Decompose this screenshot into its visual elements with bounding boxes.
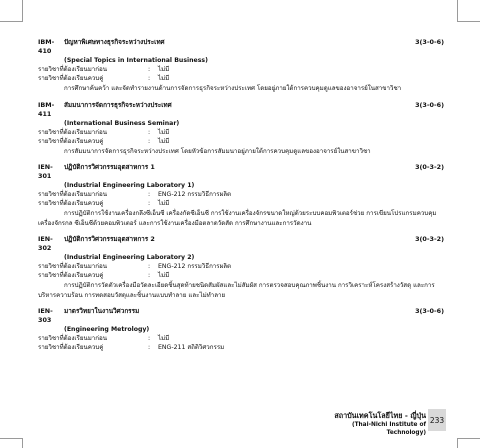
- corequisite-label: รายวิชาที่ต้องเรียนควบคู่: [38, 344, 104, 351]
- corequisite-value: ไม่มี: [158, 137, 170, 145]
- corequisite-value: ENG-211 สถิติวิศวกรรม: [158, 344, 225, 351]
- course-title-th: ปัญหาพิเศษทางธุรกิจระหว่างประเทศ: [64, 38, 165, 46]
- course-entry: [38, 101, 444, 157]
- prerequisite-line: [38, 334, 444, 343]
- course-header: [38, 163, 444, 181]
- corequisite-label: รายวิชาที่ต้องเรียนควบคู่: [38, 137, 104, 145]
- prerequisite-label: รายวิชาที่ต้องเรียนมาก่อน: [38, 263, 107, 270]
- corequisite-value: ไม่มี: [158, 272, 170, 279]
- course-title-en: (Engineering Metrology): [64, 326, 150, 333]
- course-title-th: ปฏิบัติการวิศวกรรมอุตสาหการ 2: [64, 235, 155, 243]
- course-credits: 3(0-3-2): [415, 235, 444, 243]
- corequisite-line: [38, 271, 444, 280]
- course-title-en: (International Business Seminar): [64, 119, 180, 127]
- course-credits: 3(3-0-6): [415, 100, 444, 109]
- colon: :: [148, 263, 151, 270]
- prerequisite-line: [38, 190, 444, 199]
- corequisite-line: [38, 343, 444, 352]
- prerequisite-label: รายวิชาที่ต้องเรียนมาก่อน: [38, 335, 107, 342]
- prerequisite-value: ไม่มี: [158, 128, 170, 136]
- course-title-en: (Industrial Engineering Laboratory 2): [64, 254, 195, 261]
- institution-name-th: สถาบันเทคโนโลยีไทย - ญี่ปุ่น: [334, 411, 426, 420]
- course-header: [38, 38, 444, 56]
- institution-footer: [318, 411, 426, 437]
- course-code: IEN-301: [38, 163, 53, 180]
- colon: :: [148, 200, 151, 207]
- course-entry: [38, 163, 444, 228]
- prerequisite-line: [38, 65, 444, 74]
- colon: :: [148, 75, 151, 82]
- prerequisite-value: ENG-212 กรรมวิธีการผลิต: [158, 263, 232, 270]
- course-entry: [38, 38, 444, 94]
- course-title-th: มาตรวิทยาในงานวิศวกรรม: [64, 307, 140, 315]
- crop-mark: [22, 0, 23, 22]
- corequisite-line: [38, 199, 444, 208]
- corequisite-value: ไม่มี: [158, 75, 170, 82]
- corequisite-line: [38, 74, 444, 83]
- corequisite-line: [38, 137, 444, 146]
- course-title-th: ปฏิบัติการวิศวกรรมอุตสาหการ 1: [64, 163, 155, 171]
- colon: :: [148, 191, 151, 198]
- course-listing: [38, 38, 444, 359]
- course-credits: 3(0-3-2): [415, 163, 444, 171]
- prerequisite-label: รายวิชาที่ต้องเรียนมาก่อน: [38, 66, 107, 73]
- institution-name-en: (Thai-Nichi Institute of Technology): [351, 422, 426, 436]
- course-description: การปฏิบัติการวัดตัวเครื่องมือวัดละเอียดชิ้นสุดท้ายชนิดสัมผัสและไม่สัมผัส การตรวจสอบคุณภาพชิ้นงาน การวิเคราะห์โครงสร้างวัสดุ และการบริหารความร้อน การทดสอบวัสดุและชิ้นงานแบบทำลาย และไม่ทำลาย: [38, 282, 435, 299]
- crop-mark: [458, 21, 480, 22]
- course-title-en: (Industrial Engineering Laboratory 1): [64, 182, 195, 189]
- crop-mark: [0, 21, 22, 22]
- crop-mark: [0, 438, 22, 439]
- course-header: [38, 307, 444, 325]
- corequisite-label: รายวิชาที่ต้องเรียนควบคู่: [38, 272, 104, 279]
- crop-mark: [22, 438, 23, 448]
- colon: :: [148, 272, 151, 279]
- prerequisite-label: รายวิชาที่ต้องเรียนมาก่อน: [38, 191, 107, 198]
- corequisite-label: รายวิชาที่ต้องเรียนควบคู่: [38, 200, 104, 207]
- course-description: การปฏิบัติการใช้งานเครื่องกลึงซีเอ็นซี เครื่องกัดซีเอ็นซี การใช้งานเครื่องจักรขนาดใหญ่ด้วยระบบคอมพิวเตอร์ช่วย การเขียนโปรแกรมควบคุมเครื่องจักรกล ซีเอ็นซีด้วยคอมพิวเตอร์ และการใช้งานเครื่องมือตลาดวัดสัด การศึกษางานและการวัดงาน: [38, 210, 437, 227]
- course-header: [38, 235, 444, 253]
- course-code: IEN-303: [38, 307, 53, 324]
- page-number: 233: [428, 409, 446, 431]
- corequisite-label: รายวิชาที่ต้องเรียนควบคู่: [38, 75, 104, 82]
- prerequisite-value: ไม่มี: [158, 66, 170, 73]
- corequisite-value: ไม่มี: [158, 200, 170, 207]
- course-description: การศึกษาค้นคว้า และจัดทำรายงานด้านการจัดการธุรกิจระหว่างประเทศ โดยอยู่ภายใต้การควบคุมดูแลของอาจารย์ในสาขาวิชา: [64, 85, 402, 92]
- course-code: IBM-411: [38, 100, 55, 118]
- colon: :: [148, 344, 151, 351]
- course-code: IEN-302: [38, 235, 53, 252]
- colon: :: [148, 137, 151, 145]
- crop-mark: [458, 438, 480, 439]
- prerequisite-label: รายวิชาที่ต้องเรียนมาก่อน: [38, 128, 107, 136]
- prerequisite-line: [38, 262, 444, 271]
- colon: :: [148, 128, 151, 136]
- prerequisite-value: ENG-212 กรรมวิธีการผลิต: [158, 191, 232, 198]
- crop-mark: [457, 438, 458, 448]
- course-entry: [38, 307, 444, 352]
- colon: :: [148, 335, 151, 342]
- course-description: การสัมมนาการจัดการธุรกิจระหว่างประเทศ โดยหัวข้อการสัมมนาอยู่ภายใต้การควบคุมดูแลของอาจารย์ในสาขาวิชา: [64, 147, 371, 155]
- course-code: IBM-410: [38, 38, 55, 55]
- prerequisite-line: [38, 128, 444, 137]
- course-entry: [38, 235, 444, 300]
- course-title-en: (Special Topics in International Business): [64, 57, 208, 64]
- prerequisite-value: ไม่มี: [158, 335, 170, 342]
- course-title-th: สัมมนาการจัดการธุรกิจระหว่างประเทศ: [64, 100, 172, 109]
- course-credits: 3(3-0-6): [415, 307, 444, 315]
- crop-mark: [457, 0, 458, 22]
- course-header: [38, 101, 444, 119]
- colon: :: [148, 66, 151, 73]
- course-credits: 3(3-0-6): [415, 38, 444, 46]
